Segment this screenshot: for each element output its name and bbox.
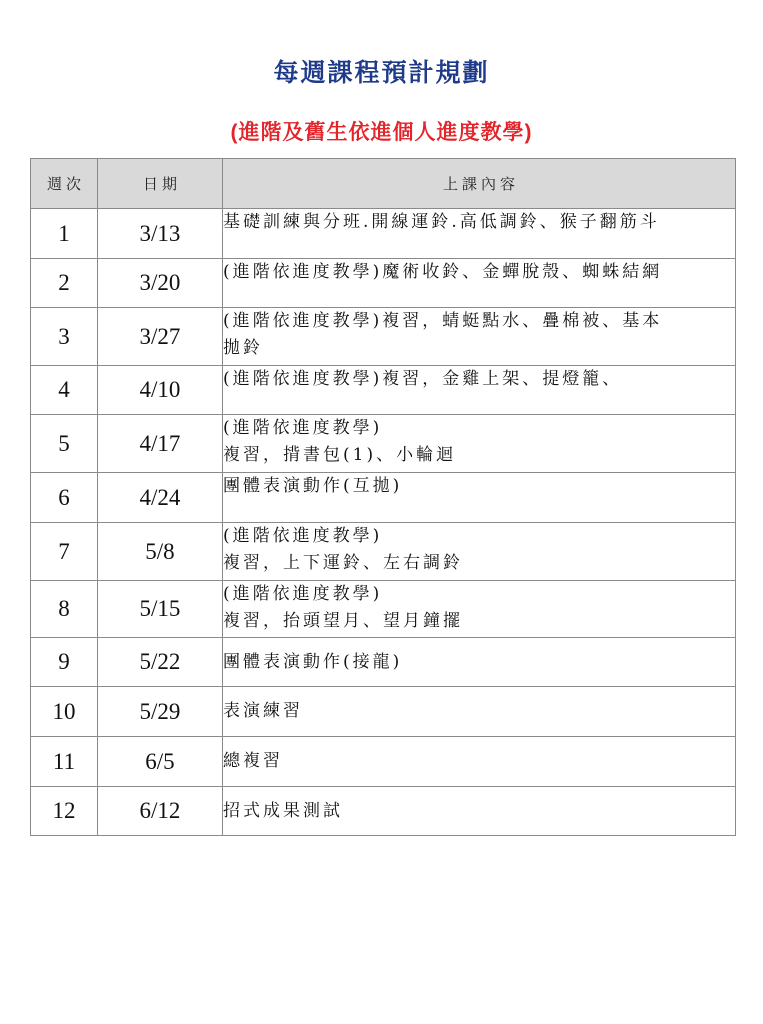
page-subtitle: (進階及舊生依進個人進度教學) <box>230 121 533 144</box>
content-cell <box>223 737 736 787</box>
content-line: 拋鈴 <box>223 338 263 358</box>
date-cell: 4/17 <box>98 415 223 473</box>
table-row <box>31 638 736 687</box>
content-cell <box>223 415 736 473</box>
date-cell: 3/27 <box>98 308 223 366</box>
week-cell: 3 <box>31 308 98 366</box>
date-cell: 5/15 <box>98 581 223 638</box>
date-cell: 6/12 <box>98 787 223 836</box>
content-line: (進階依進度教學) <box>223 526 383 546</box>
week-cell: 12 <box>31 787 98 836</box>
table-row <box>31 473 736 523</box>
week-cell: 5 <box>31 415 98 473</box>
content-cell <box>223 209 736 259</box>
header-week: 週次 <box>31 159 98 209</box>
table-row <box>31 415 736 473</box>
content-line: 基礎訓練與分班.開線運鈴.高低調鈴、猴子翻筋斗 <box>223 212 660 232</box>
content-line: (進階依進度教學)複習，金雞上架、提燈籠、 <box>223 369 623 389</box>
week-cell: 10 <box>31 687 98 737</box>
page-title: 每週課程預計規劃 <box>273 59 490 87</box>
content-line: 複習，揹書包(1)、小輪迴 <box>223 445 457 465</box>
header-content: 上課內容 <box>223 159 736 209</box>
content-line: 表演練習 <box>223 701 303 721</box>
table-row <box>31 209 736 259</box>
header-date: 日期 <box>98 159 223 209</box>
content-line: 團體表演動作(接龍) <box>223 651 403 672</box>
week-cell: 2 <box>31 259 98 308</box>
schedule-table <box>30 158 736 836</box>
content-line: 招式成果測試 <box>223 800 343 821</box>
table-row <box>31 787 736 836</box>
content-line: 總複習 <box>223 751 283 771</box>
content-line: 複習，抬頭望月、望月鐘擺 <box>223 611 463 631</box>
date-cell: 6/5 <box>98 737 223 787</box>
content-cell <box>223 523 736 581</box>
week-cell: 9 <box>31 638 98 687</box>
table-row <box>31 581 736 638</box>
content-line: (進階依進度教學)複習，蜻蜓點水、疊棉被、基本 <box>223 311 663 331</box>
content-line: (進階依進度教學)魔術收鈴、金蟬脫殼、蜘蛛結網 <box>223 262 663 282</box>
content-cell <box>223 366 736 415</box>
date-cell: 5/29 <box>98 687 223 737</box>
week-cell: 7 <box>31 523 98 581</box>
table-row <box>31 523 736 581</box>
date-cell: 3/13 <box>98 209 223 259</box>
week-cell: 11 <box>31 737 98 787</box>
content-cell <box>223 638 736 687</box>
table-row <box>31 259 736 308</box>
table-row <box>31 687 736 737</box>
week-cell: 8 <box>31 581 98 638</box>
date-cell: 5/22 <box>98 638 223 687</box>
content-cell <box>223 581 736 638</box>
content-cell <box>223 259 736 308</box>
content-line: (進階依進度教學) <box>223 418 383 438</box>
table-row <box>31 308 736 366</box>
content-line: (進階依進度教學) <box>223 584 383 604</box>
content-cell <box>223 687 736 737</box>
content-cell <box>223 473 736 523</box>
week-cell: 4 <box>31 366 98 415</box>
content-cell <box>223 787 736 836</box>
content-cell <box>223 308 736 366</box>
table-row <box>31 366 736 415</box>
date-cell: 4/24 <box>98 473 223 523</box>
date-cell: 5/8 <box>98 523 223 581</box>
date-cell: 4/10 <box>98 366 223 415</box>
date-cell: 3/20 <box>98 259 223 308</box>
table-header-row <box>31 159 736 209</box>
content-line: 團體表演動作(互拋) <box>223 476 403 496</box>
table-row <box>31 737 736 787</box>
content-line: 複習，上下運鈴、左右調鈴 <box>223 553 463 573</box>
week-cell: 1 <box>31 209 98 259</box>
week-cell: 6 <box>31 473 98 523</box>
